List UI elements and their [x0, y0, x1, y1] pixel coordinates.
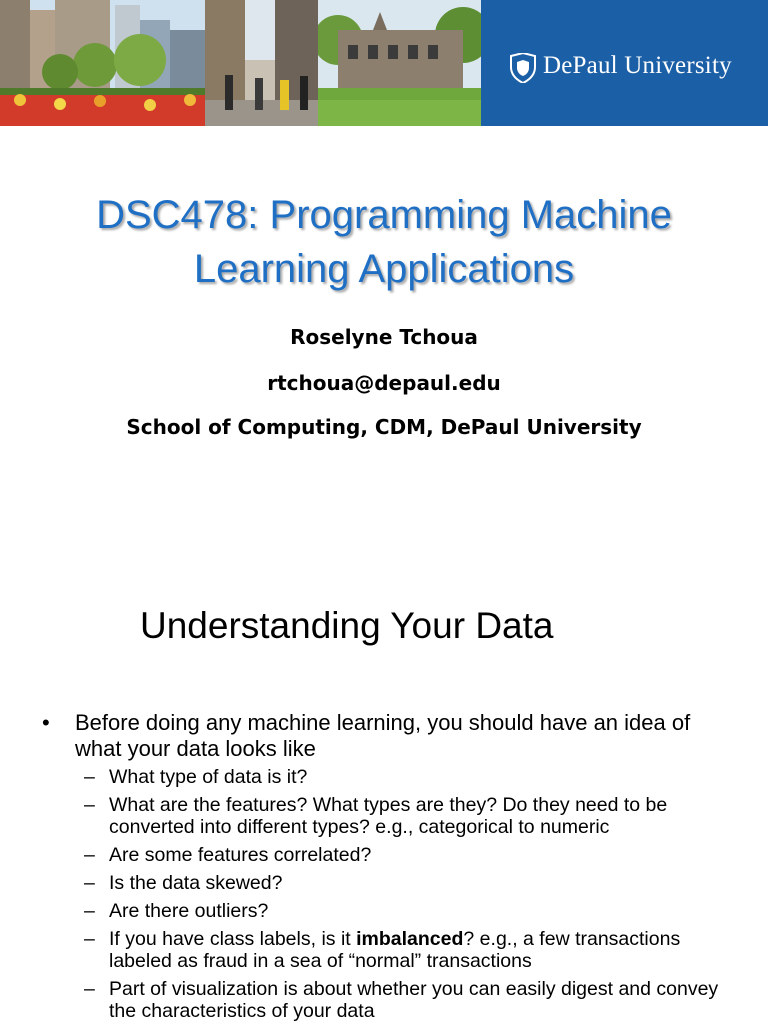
campus-photo	[318, 0, 481, 126]
dash-marker: –	[84, 844, 95, 866]
author-email: rtchoua@depaul.edu	[267, 371, 501, 395]
course-title	[40, 188, 728, 296]
understanding-data-slide	[0, 575, 768, 1024]
dash-marker: –	[84, 794, 95, 816]
dash-marker: –	[84, 872, 95, 894]
slide-title: Understanding Your Data	[140, 605, 554, 646]
sub-bullet-text-pre: If you have class labels, is it	[109, 928, 357, 950]
bullet-item	[42, 710, 742, 762]
emphasis-imbalanced: imbalanced	[356, 928, 464, 950]
sub-bullet-text-post: ? e.g., a few transactions labeled as fraud in a sea of “normal” transactions	[109, 928, 681, 972]
university-wordmark: DePaul University	[543, 52, 732, 79]
sub-bullet-text: Is the data skewed?	[109, 872, 283, 894]
author-name: Roselyne Tchoua	[290, 325, 478, 349]
sub-bullet-item	[42, 766, 742, 788]
sub-bullet-item	[42, 844, 742, 866]
bullet-list	[42, 710, 742, 1024]
bullet-marker: •	[42, 710, 50, 735]
dash-marker: –	[84, 978, 95, 1000]
dash-marker: –	[84, 900, 95, 922]
sub-bullet-item	[42, 872, 742, 894]
depaul-brand-panel	[481, 0, 768, 126]
dash-marker: –	[84, 928, 95, 950]
sub-bullet-text: What are the features? What types are they? Do they need to be converted into different types? e.g., categorical to numeric	[109, 794, 668, 838]
dash-marker: –	[84, 766, 95, 788]
sub-bullet-item	[42, 794, 742, 838]
course-title-line-1: DSC478: Programming Machine	[96, 193, 672, 237]
course-title-line-2: Learning Applications	[193, 247, 575, 291]
sub-bullet-item	[42, 928, 742, 972]
sub-bullet-text: Are some features correlated?	[109, 844, 372, 866]
depaul-shield-icon	[509, 53, 537, 83]
sub-bullet-text	[109, 928, 680, 972]
sub-bullet-text: What type of data is it?	[109, 766, 308, 788]
sub-bullet-item	[42, 900, 742, 922]
header-banner	[0, 0, 768, 126]
sub-bullet-text: Part of visualization is about whether you can easily digest and convey the characteristics of your data	[109, 978, 719, 1022]
author-affiliation: School of Computing, CDM, DePaul University	[126, 415, 642, 439]
bullet-text: Before doing any machine learning, you should have an idea of what your data looks like	[75, 710, 691, 761]
chicago-skyline-photo	[0, 0, 205, 126]
sub-bullet-item	[42, 978, 742, 1022]
street-photo	[205, 0, 318, 126]
sub-bullet-text: Are there outliers?	[109, 900, 269, 922]
